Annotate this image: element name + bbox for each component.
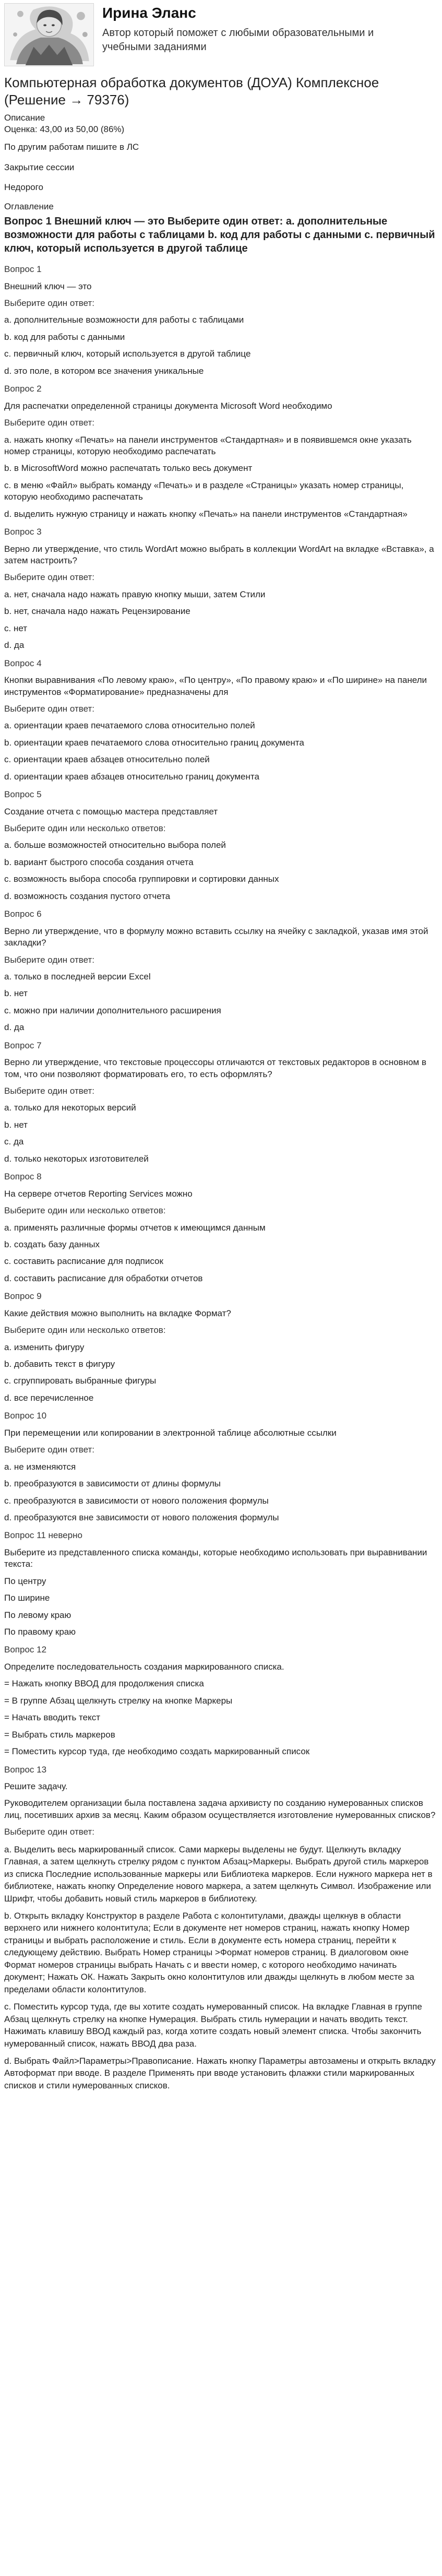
answer-option: d. да	[4, 1022, 25, 1033]
price-text: Недорого	[4, 182, 43, 193]
question-block	[4, 526, 438, 652]
questions-list	[4, 264, 438, 2091]
answer-option: d. преобразуются вне зависимости от нового положения формулы	[4, 1512, 279, 1522]
question-text: Решите задачу.	[4, 1781, 68, 1791]
answer-option: d. составить расписание для обработки отчетов	[4, 1273, 203, 1283]
answer-prompt: Выберите один или несколько ответов:	[4, 823, 166, 834]
answer-option: b. добавить текст в фигуру	[4, 1359, 115, 1369]
answer-prompt: Выберите один ответ:	[4, 954, 94, 965]
answer-option: c. ориентации краев абзацев относительно полей	[4, 754, 210, 765]
answer-option: d. возможность создания пустого отчета	[4, 891, 171, 901]
question-text: Внешний ключ — это	[4, 281, 92, 291]
answer-option: b. нет	[4, 988, 28, 999]
answer-prompt: Выберите один ответ:	[4, 1086, 94, 1096]
answer-option: = Начать вводить текст	[4, 1712, 101, 1723]
avatar-portrait-image	[5, 4, 93, 66]
answer-option: = Поместить курсор туда, где необходимо создать маркированный список	[4, 1746, 310, 1757]
answer-option: a. изменить фигуру	[4, 1342, 85, 1352]
question-block	[4, 1764, 438, 2092]
answer-prompt: Выберите один ответ:	[4, 1827, 94, 1837]
answer-option: b. нет, сначала надо нажать Рецензирование	[4, 606, 190, 617]
answer-option: b. ориентации краев печатаемого слова относительно границ документа	[4, 737, 304, 748]
answer-option: b. код для работы с данными	[4, 332, 125, 342]
question-block	[4, 1291, 438, 1404]
document-title: Компьютерная обработка документов (ДОУА) Комплексное (Решение → 79376)	[4, 75, 379, 108]
answer-prompt: Выберите один ответ:	[4, 418, 94, 428]
answer-option: = В группе Абзац щелкнуть стрелку на кнопке Маркеры	[4, 1695, 233, 1706]
question-text: Верно ли утверждение, что в формулу можно вставить ссылку на ячейку с закладкой, указав имя этой закладки?	[4, 926, 428, 948]
question-block	[4, 1530, 438, 1638]
answer-option: d. ориентации краев абзацев относительно границ документа	[4, 771, 259, 782]
question-subtext: Руководителем организации была поставлена задача архивисту по созданию нумерованных списков лиц, посетивших архив за месяц. Каким образом осуществляется изготовление нумерованных списков?	[4, 1798, 436, 1820]
question-block	[4, 658, 438, 783]
answer-option: c. да	[4, 1137, 24, 1147]
question-text: Выберите из представленного списка команды, которые необходимо использовать при выравнивании текста:	[4, 1547, 427, 1569]
answer-option: = Нажать кнопку ВВОД для продолжения списка	[4, 1679, 204, 1689]
answer-option: b. преобразуются в зависимости от длины формулы	[4, 1479, 221, 1489]
answer-option: d. да	[4, 640, 25, 651]
question-block	[4, 1040, 438, 1165]
answer-option: По центру	[4, 1576, 46, 1586]
session-text: Закрытие сессии	[4, 162, 75, 172]
question-number: Вопрос 4	[4, 658, 42, 668]
question-text: Кнопки выравнивания «По левому краю», «По центру», «По правому краю» и «По ширине» на панели инструментов «Форматирование» предназначены для	[4, 675, 427, 697]
question-block	[4, 264, 438, 377]
question-text: Верно ли утверждение, что стиль WordArt можно выбрать в коллекции WordArt на вкладке «Вставка», а затем настроить?	[4, 543, 434, 566]
author-name[interactable]: Ирина Эланс	[102, 5, 196, 21]
answer-option: c. нет	[4, 623, 28, 633]
answer-option: c. составить расписание для подписок	[4, 1256, 163, 1267]
answer-option: a. только в последней версии Excel	[4, 971, 151, 982]
question-number: Вопрос 6	[4, 909, 42, 919]
question-number: Вопрос 11 неверно	[4, 1530, 82, 1541]
answer-prompt: Выберите один ответ:	[4, 1445, 94, 1455]
author-header	[4, 3, 438, 71]
question-block	[4, 383, 438, 520]
answer-option: d. Выбрать Файл>Параметры>Правописание. Нажать кнопку Параметры автозамены и открыть вкладку Автоформат при вводе. В разделе Применять при вводе установить флажки стили маркированных списков и стили нумерованных списков.	[4, 2055, 436, 2090]
question-text: Верно ли утверждение, что текстовые процессоры отличаются от текстовых редакторов в основном в том, что они позволяют форматировать его, то есть оформлять?	[4, 1057, 426, 1079]
question-number: Вопрос 8	[4, 1172, 42, 1182]
answer-option: = Выбрать стиль маркеров	[4, 1729, 115, 1740]
question-number: Вопрос 12	[4, 1645, 47, 1655]
question-number: Вопрос 3	[4, 527, 42, 537]
answer-option: b. создать базу данных	[4, 1239, 100, 1249]
answer-option: По правому краю	[4, 1627, 76, 1637]
answer-option: a. Выделить весь маркированный список. Сами маркеры выделены не будут. Щелкнуть вкладку Главная, а затем щелкнуть стрелку рядом с пунктом Абзац>Маркеры. Выбрать другой стиль маркеров из списка Последние использованные маркеры или Библиотека маркеров. Если нужного маркера нет в библиотеке, нажать кнопку Определение нового маркера, а затем щелкнуть Символ. Изображение или Шрифт, чтобы добавить новый стиль маркеров в библиотеку.	[4, 1844, 433, 1904]
contact-note: По другим работам пишите в ЛС	[4, 142, 139, 152]
answer-option: c. сгруппировать выбранные фигуры	[4, 1376, 157, 1386]
answer-option: d. это поле, в котором все значения уникальные	[4, 365, 204, 376]
question-number: Вопрос 7	[4, 1040, 42, 1050]
question-text: Для распечатки определенной страницы документа Microsoft Word необходимо	[4, 400, 332, 411]
question-block	[4, 908, 438, 1034]
question-text: Какие действия можно выполнить на вкладке Формат?	[4, 1308, 231, 1318]
answer-option: b. нет	[4, 1119, 28, 1130]
question-text: При перемещении или копировании в электронной таблице абсолютные ссылки	[4, 1427, 337, 1438]
answer-option: c. возможность выбора способа группировки и сортировки данных	[4, 874, 279, 884]
question-block	[4, 1644, 438, 1757]
answer-option: a. только для некоторых версий	[4, 1103, 136, 1113]
answer-option: a. применять различные формы отчетов к имеющимся данным	[4, 1222, 266, 1233]
answer-option: d. выделить нужную страницу и нажать кнопку «Печать» на панели инструментов «Стандартная»	[4, 509, 408, 519]
toc-label: Оглавление	[4, 201, 54, 211]
answer-option: c. преобразуются в зависимости от нового положения формулы	[4, 1495, 269, 1506]
answer-option: c. Поместить курсор туда, где вы хотите создать нумерованный список. На вкладке Главная в группе Абзац щелкнуть стрелку на кнопке Нумерация. Выбрать стиль нумерации и начать вводить текст. Нажимать клавишу ВВОД каждый раз, когда хотите создать новый элемент списка. Чтобы закончить нумерованный список, нажать ВВОД два раза.	[4, 2002, 422, 2049]
answer-option: b. Открыть вкладку Конструктор в разделе Работа с колонтитулами, дважды щелкнув в области верхнего или нижнего колонтитула; Если в документе нет номеров страниц, нажать кнопку Номер страницы и выбрать расположение и стиль. Если в документе есть номера страниц, перейти к следующему действию. Выбрать Номер страницы >Формат номеров страниц. В диалоговом окне Формат номеров страницы выбрать Начать с и ввести номер, с которого необходимо начинать документ; Нажать ОК. Нажать Закрыть окно колонтитулов или дважды щелкнуть в любом месте за пределами области колонтитулов.	[4, 1910, 414, 1994]
avatar[interactable]	[4, 3, 94, 66]
answer-option: a. нет, сначала надо нажать правую кнопку мыши, затем Стили	[4, 589, 266, 599]
answer-prompt: Выберите один ответ:	[4, 703, 94, 714]
question-text: Создание отчета с помощью мастера представляет	[4, 806, 218, 817]
answer-option: a. нажать кнопку «Печать» на панели инструментов «Стандартная» и в появившемся окне указать номер страницы, которую необходимо распечатать	[4, 434, 412, 456]
answer-option: a. дополнительные возможности для работы с таблицами	[4, 315, 244, 325]
answer-option: c. в меню «Файл» выбрать команду «Печать» и в разделе «Страницы» указать номер страницы, которую необходимо распечатать	[4, 480, 404, 502]
answer-option: a. больше возможностей относительно выбора полей	[4, 840, 226, 850]
answer-option: d. все перечисленное	[4, 1392, 94, 1403]
question-number: Вопрос 10	[4, 1411, 47, 1421]
score-text: Оценка: 43,00 из 50,00 (86%)	[4, 124, 125, 134]
question-number: Вопрос 9	[4, 1291, 42, 1302]
question-block	[4, 789, 438, 902]
answer-option: По левому краю	[4, 1610, 71, 1620]
answer-option: c. первичный ключ, который используется в другой таблице	[4, 349, 251, 359]
answer-option: b. вариант быстрого способа создания отчета	[4, 857, 194, 867]
answer-option: c. можно при наличии дополнительного расширения	[4, 1005, 221, 1015]
question-text: На сервере отчетов Reporting Services можно	[4, 1188, 193, 1199]
question-number: Вопрос 2	[4, 384, 42, 394]
answer-option: a. ориентации краев печатаемого слова относительно полей	[4, 720, 255, 731]
question-number: Вопрос 5	[4, 789, 42, 800]
question-block	[4, 1410, 438, 1523]
answer-prompt: Выберите один или несколько ответов:	[4, 1206, 166, 1216]
answer-prompt: Выберите один или несколько ответов:	[4, 1325, 166, 1336]
author-description: Автор который поможет с любыми образовательными и учебными заданиями	[102, 27, 374, 53]
question-number: Вопрос 1	[4, 264, 42, 275]
answer-option: d. только некоторых изготовителей	[4, 1153, 149, 1164]
author-info	[102, 3, 415, 54]
toc-heading: Вопрос 1 Внешний ключ — это Выберите один ответ: a. дополнительные возможности для работы с таблицами b. код для работы с данными c. первичный ключ, который используется в другой таблице	[4, 216, 435, 255]
answer-prompt: Выберите один ответ:	[4, 298, 94, 309]
answer-prompt: Выберите один ответ:	[4, 572, 94, 583]
question-text: Определите последовательность создания маркированного списка.	[4, 1661, 284, 1672]
answer-option: a. не изменяются	[4, 1461, 76, 1472]
answer-option: По ширине	[4, 1593, 50, 1603]
question-number: Вопрос 13	[4, 1764, 47, 1775]
answer-option: b. в MicrosoftWord можно распечатать только весь документ	[4, 463, 253, 474]
question-block	[4, 1171, 438, 1284]
description-label: Описание	[4, 112, 45, 123]
